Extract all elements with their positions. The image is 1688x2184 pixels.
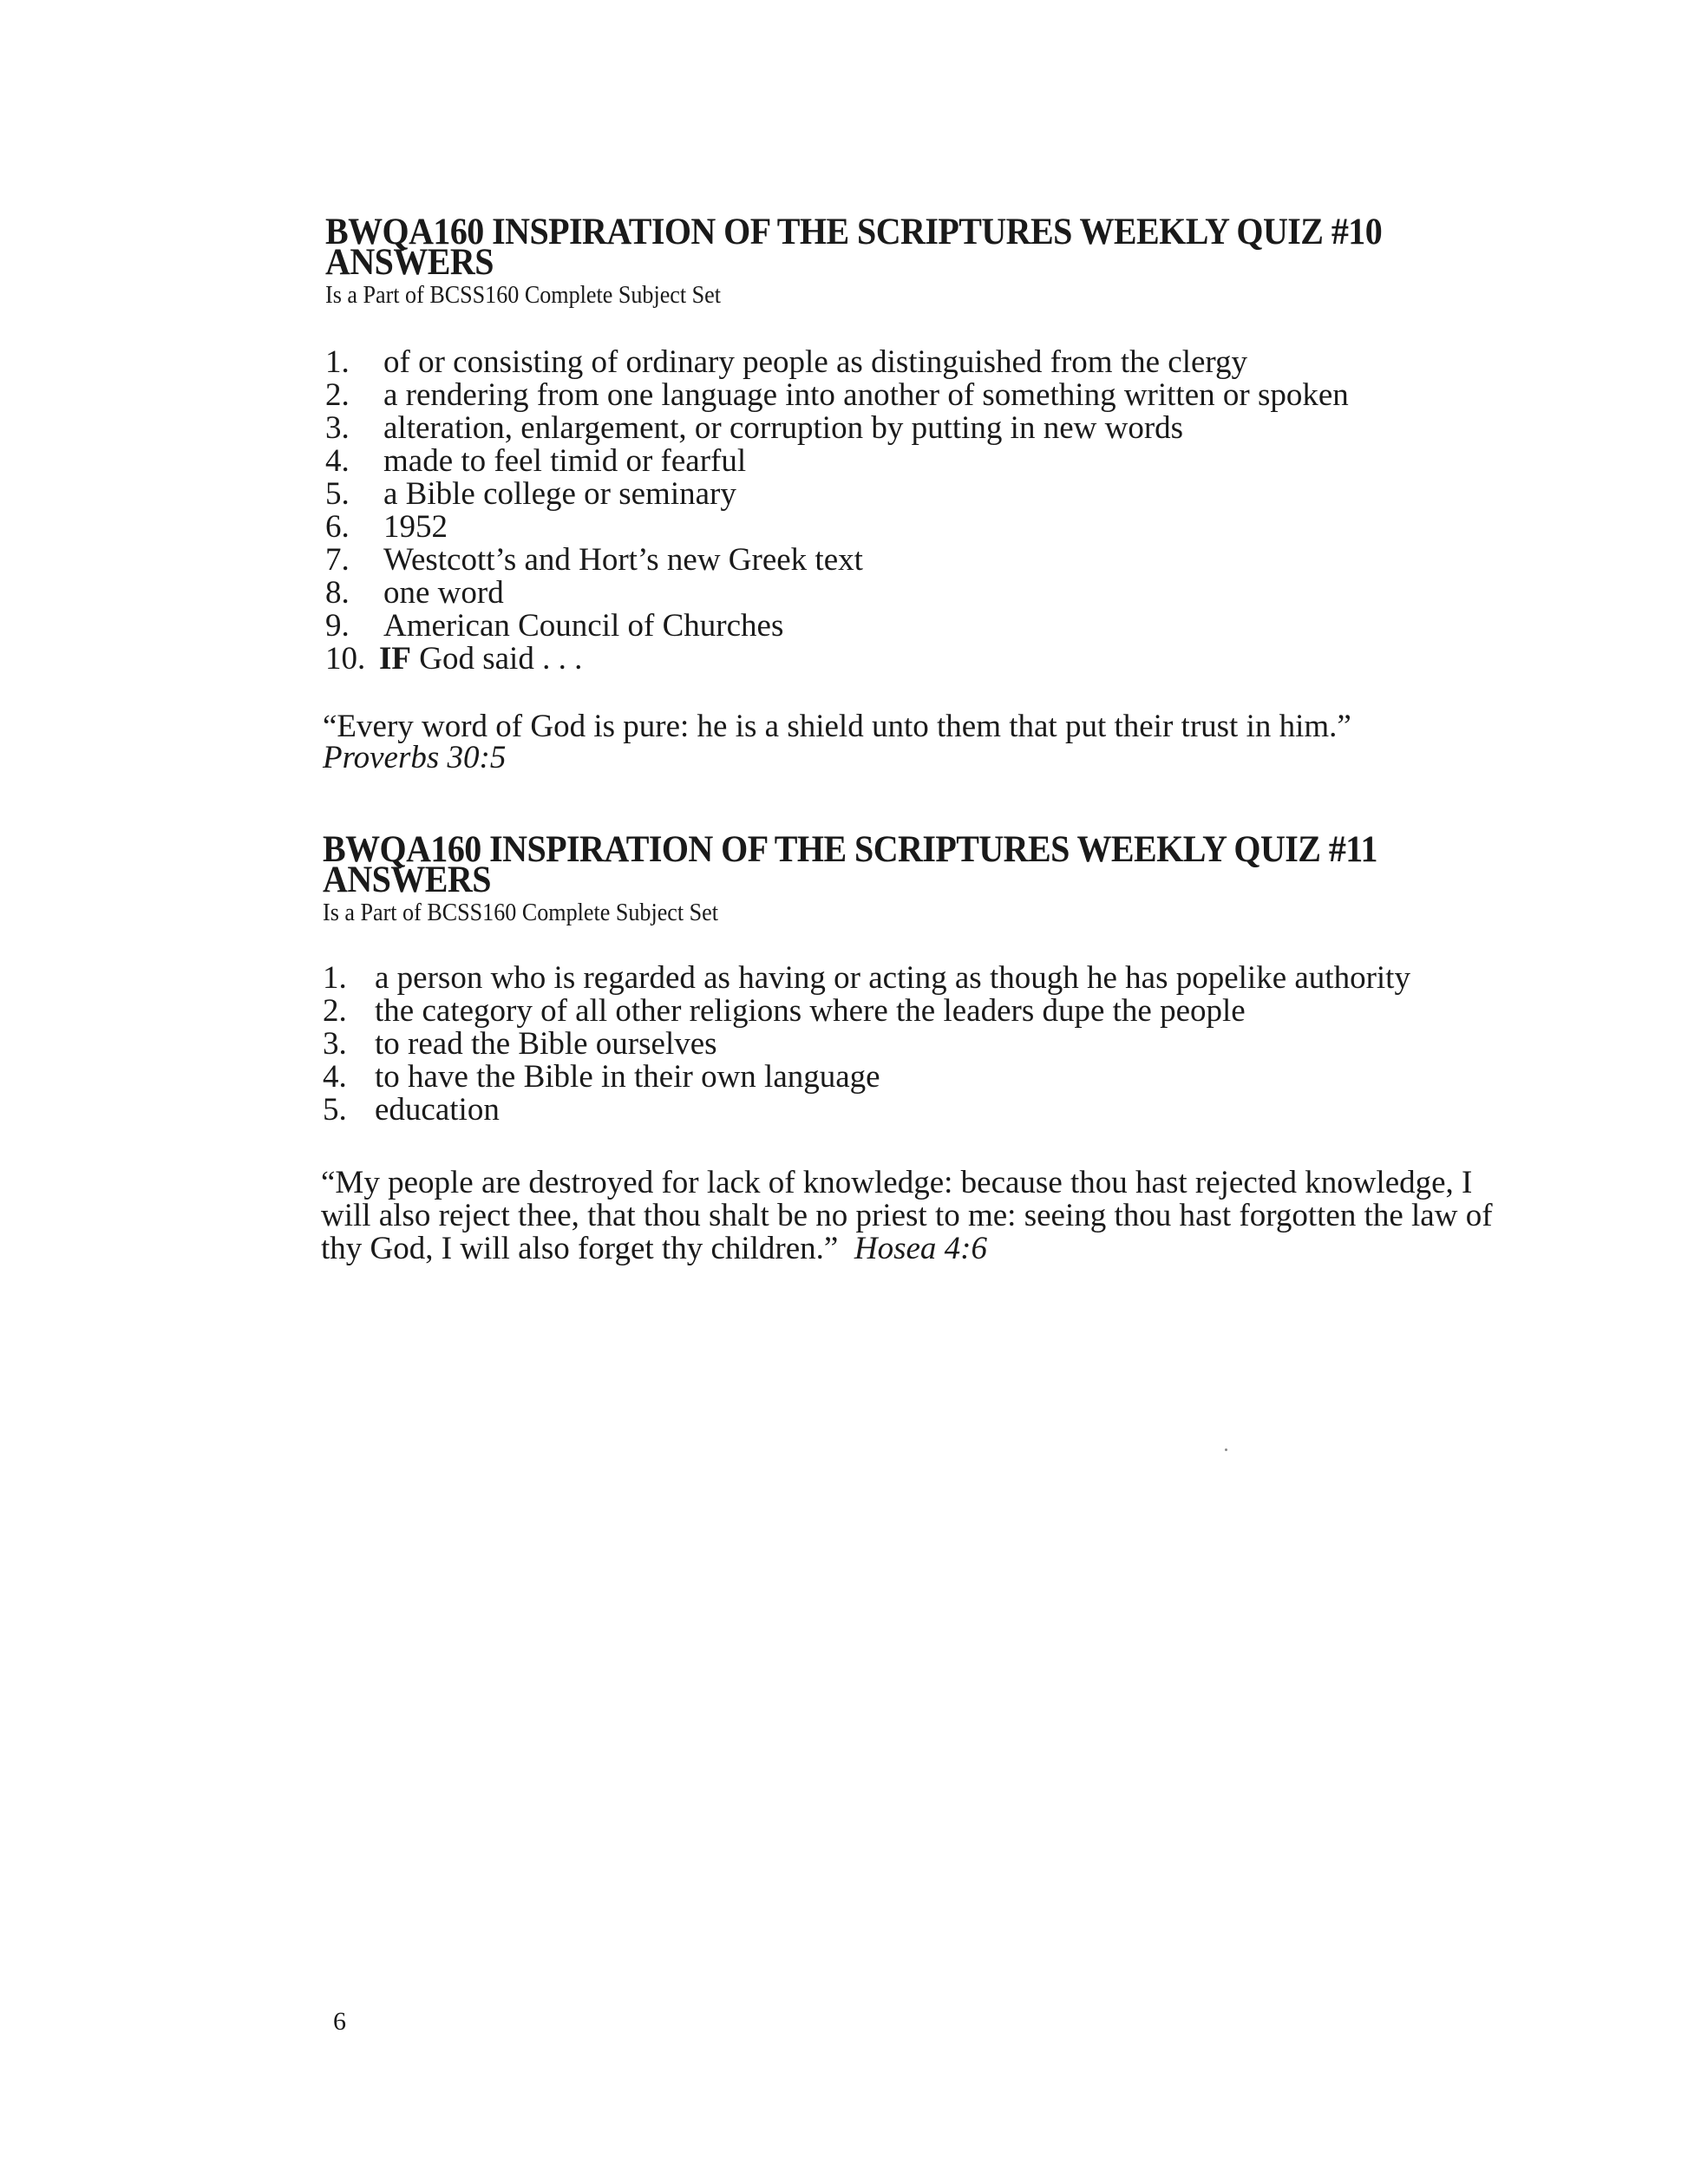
quote-line: will also reject thee, that thou shalt be no priest to me: seeing thou hast forgotten the law of (321, 1198, 1493, 1233)
item-number: 4. (323, 1059, 347, 1095)
answer-list (325, 346, 1540, 676)
list-item (325, 379, 1540, 412)
list-item (323, 1061, 1537, 1094)
item-number: 5. (325, 476, 350, 512)
section-title: BWQA160 INSPIRATION OF THE SCRIPTURES WEEKLY QUIZ #10 (325, 212, 1383, 252)
item-text: a Bible college or seminary (383, 476, 736, 512)
item-text: alteration, enlargement, or corruption by putting in new words (383, 410, 1184, 446)
scripture-quote: “Every word of God is pure: he is a shield unto them that put their trust in him.” (323, 709, 1351, 744)
item-text: a person who is regarded as having or acting as though he has popelike authority (375, 960, 1410, 996)
answer-list (323, 962, 1537, 1127)
page-number: 6 (333, 2007, 346, 2036)
list-item (323, 995, 1537, 1028)
item-text: American Council of Churches (383, 608, 784, 644)
item-number: 6. (325, 509, 350, 545)
section-subtitle: Is a Part of BCSS160 Complete Subject Set (323, 899, 719, 926)
item-number: 10. (325, 641, 366, 677)
item-number: 2. (325, 377, 350, 413)
item-text: made to feel timid or fearful (383, 443, 747, 479)
list-item (323, 1094, 1537, 1127)
scan-speck (1225, 1448, 1227, 1451)
item-text: a rendering from one language into another of something written or spoken (383, 377, 1349, 413)
quote-line (321, 1233, 1493, 1265)
item-number: 5. (323, 1092, 347, 1128)
item-text: 1952 (383, 509, 448, 545)
list-item (323, 1028, 1537, 1061)
scripture-reference: Hosea 4:6 (854, 1231, 987, 1266)
item-number: 7. (325, 542, 350, 578)
item-number: 3. (325, 410, 350, 446)
item-text: Westcott’s and Hort’s new Greek text (383, 542, 863, 578)
item-text: one word (383, 575, 504, 611)
scripture-reference: Proverbs 30:5 (323, 740, 507, 775)
item-number: 8. (325, 575, 350, 611)
list-item (325, 610, 1540, 643)
list-item (325, 346, 1540, 379)
section-subtitle: Is a Part of BCSS160 Complete Subject Set (325, 281, 722, 309)
list-item (325, 511, 1540, 544)
list-item (323, 962, 1537, 995)
quote-line-text: thy God, I will also forget thy children.” (321, 1231, 854, 1266)
item-number: 9. (325, 608, 350, 644)
list-item (325, 478, 1540, 511)
item-number: 3. (323, 1026, 347, 1062)
quote-line: “My people are destroyed for lack of knowledge: because thou hast rejected knowledge, I (321, 1165, 1473, 1200)
section-title: BWQA160 INSPIRATION OF THE SCRIPTURES WEEKLY QUIZ #11 (323, 829, 1377, 870)
item-text-bold: IF (379, 641, 411, 677)
item-number: 2. (323, 993, 347, 1029)
scripture-quote (321, 1167, 1493, 1265)
item-text: of or consisting of ordinary people as distinguished from the clergy (383, 344, 1248, 380)
item-number: 1. (325, 344, 350, 380)
list-item (325, 412, 1540, 445)
item-number: 1. (323, 960, 347, 996)
section-title-answers: ANSWERS (323, 860, 491, 900)
section-title-answers: ANSWERS (325, 242, 494, 283)
item-text: education (375, 1092, 500, 1128)
item-text: the category of all other religions where the leaders dupe the people (375, 993, 1246, 1029)
item-text: to have the Bible in their own language (375, 1059, 880, 1095)
list-item (325, 445, 1540, 478)
item-text: to read the Bible ourselves (375, 1026, 717, 1062)
list-item (325, 577, 1540, 610)
item-number: 4. (325, 443, 350, 479)
list-item (325, 544, 1540, 577)
list-item (325, 643, 1540, 676)
item-text: God said . . . (411, 641, 583, 677)
